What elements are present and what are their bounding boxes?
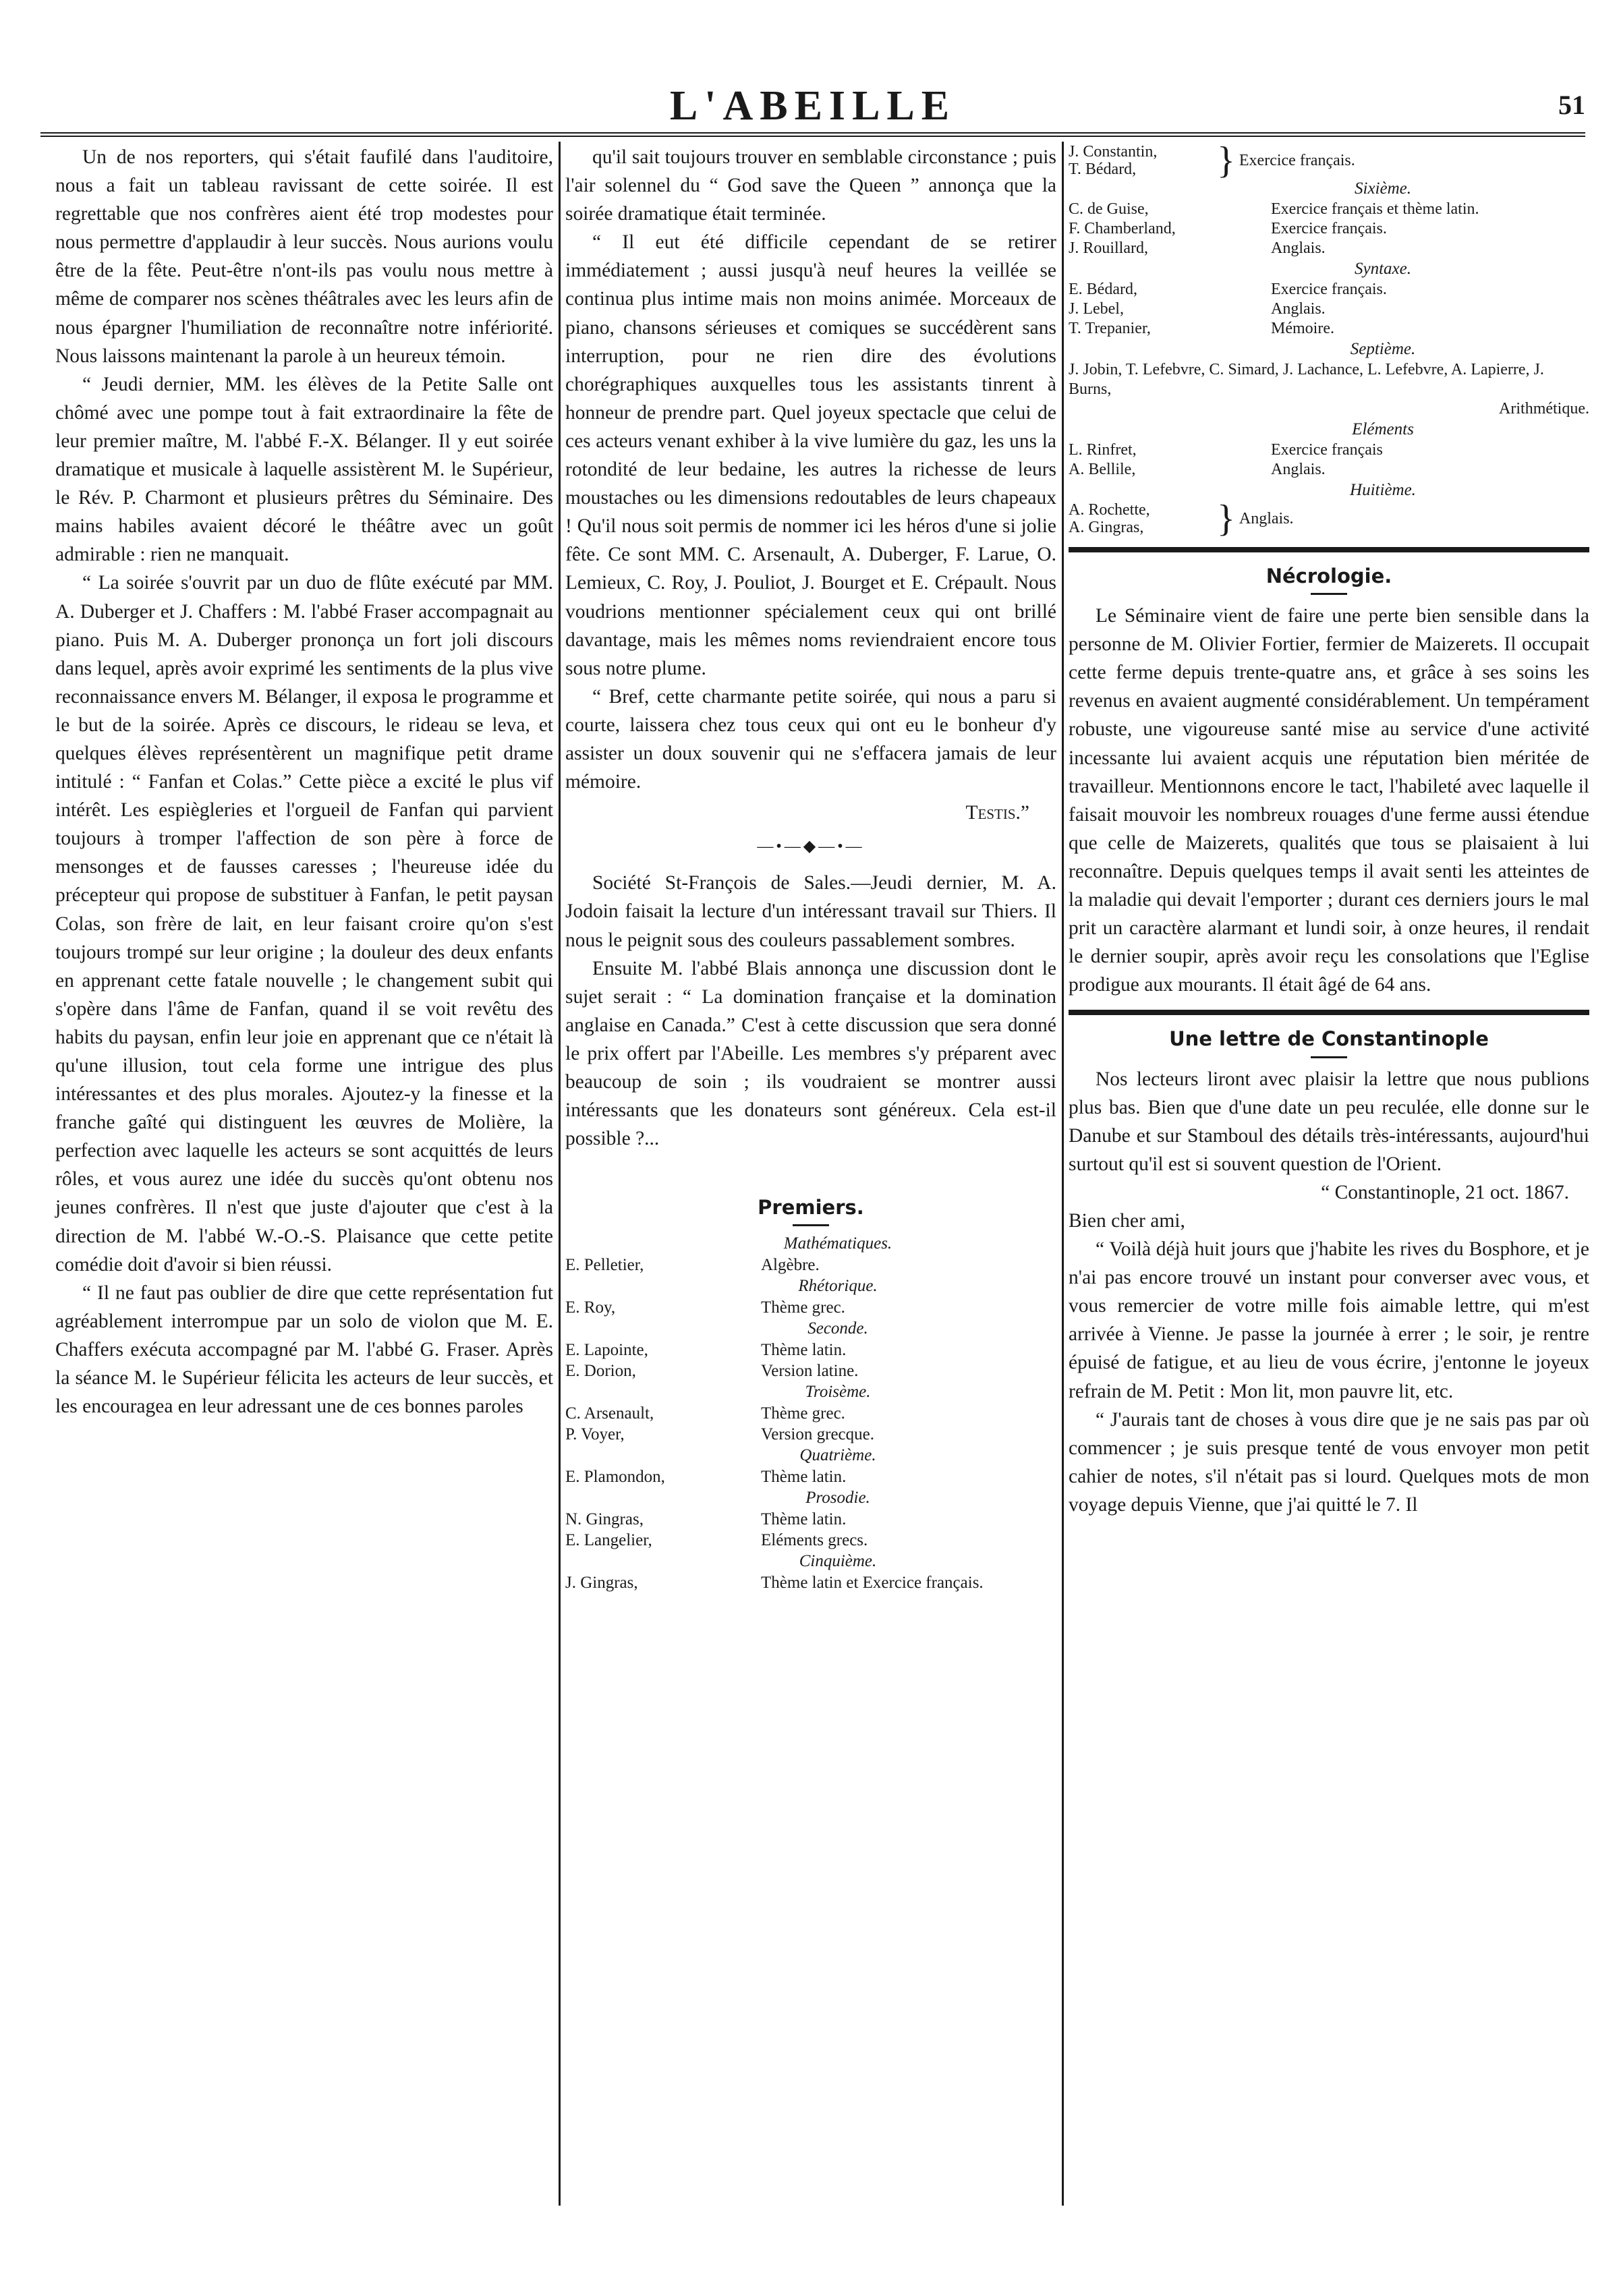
prize-row: [565, 1530, 1056, 1551]
prize-subject: Thème latin.: [761, 1341, 847, 1360]
newspaper-title: L'ABEILLE: [669, 83, 957, 129]
prize-name: J. Gingras,: [565, 1574, 638, 1592]
prize-name: C. de Guise,: [1069, 200, 1149, 218]
prize-subject: Thème grec.: [761, 1298, 845, 1317]
prize-row: [1069, 460, 1589, 480]
article-paragraph: “ Bref, cette charmante petite soirée, qui nous a paru si courte, laissera chez tous ceux qui ont eu le bonheur d'y assister un doux souvenir qui ne s'effacera jamais de leur mémoire.: [565, 685, 1056, 793]
prize-category: Rhétorique.: [798, 1277, 878, 1296]
prize-group: [565, 1233, 1056, 1275]
prize-group: [1069, 178, 1589, 258]
prize-names: A. Rochette, A. Gingras,: [1069, 501, 1150, 536]
prize-group: [1069, 258, 1589, 339]
prize-names: J. Constantin, T. Bédard,: [1069, 143, 1158, 178]
prize-subject: Exercice français.: [1271, 281, 1387, 298]
prize-subject: Anglais.: [1271, 239, 1326, 257]
prize-category: Eléments: [1352, 420, 1414, 438]
prize-category: Quatrième.: [799, 1446, 876, 1465]
prize-group: [565, 1318, 1056, 1381]
prize-group: [565, 1381, 1056, 1445]
prize-name: J. Lebel,: [1069, 300, 1124, 318]
prize-name: E. Dorion,: [565, 1362, 636, 1381]
prize-name: C. Arsenault,: [565, 1404, 654, 1423]
prize-subject: Thème grec.: [761, 1404, 845, 1423]
prize-subject: Anglais.: [1271, 300, 1326, 318]
prize-subject: Algèbre.: [761, 1256, 820, 1275]
prize-row: [565, 1340, 1056, 1360]
brace-glyph: }: [1217, 140, 1235, 181]
prize-brace-row: [1069, 498, 1589, 540]
brace-glyph: }: [1217, 498, 1235, 540]
prize-subject: Thème latin et Exercice français.: [761, 1574, 984, 1592]
society-paragraph: Société St-François de Sales.—Jeudi dernier, M. A. Jodoin faisait la lecture d'un intéressant travail sur Thiers. Il nous le peignit sous des couleurs passablement sombres.: [565, 872, 1056, 951]
prize-row: [565, 1403, 1056, 1424]
prize-name: N. Gingras,: [565, 1510, 644, 1529]
prize-subject: Exercice français: [1271, 441, 1383, 459]
prize-group: [565, 1487, 1056, 1551]
article-signature: Testis.”: [965, 802, 1029, 824]
prize-group: [1069, 339, 1589, 419]
prize-list-continued: [1069, 140, 1589, 540]
prize-name: E. Bédard,: [1069, 281, 1137, 298]
letter-salutation: Bien cher ami,: [1069, 1209, 1185, 1232]
prize-category: Mathématiques.: [783, 1234, 892, 1253]
prize-subject: Version latine.: [761, 1362, 859, 1381]
prize-name: J. Rouillard,: [1069, 239, 1148, 257]
prize-subject: Eléments grecs.: [761, 1531, 868, 1550]
prize-group: [1069, 419, 1589, 480]
prize-row: [1069, 200, 1589, 219]
heading-dash: [1311, 1056, 1347, 1058]
masthead-rule: [40, 132, 1585, 137]
prize-group: [565, 1445, 1056, 1487]
prize-names-list: J. Jobin, T. Lefebvre, C. Simard, J. Lachance, L. Lefebvre, A. Lapierre, J. Burns,: [1069, 361, 1544, 398]
prize-name: E. Plamondon,: [565, 1468, 665, 1487]
prize-name: E. Lapointe,: [565, 1341, 648, 1360]
prize-subject: Mémoire.: [1271, 320, 1334, 337]
column-3: [1069, 140, 1589, 2261]
lettre-heading: Une lettre de Constantinople: [1169, 1027, 1489, 1051]
column-1: [55, 143, 553, 2261]
prize-row: [1069, 299, 1589, 319]
section-rule: [1069, 547, 1589, 552]
prize-subject: Arithmétique.: [1499, 400, 1589, 418]
prize-subject: Anglais.: [1239, 509, 1294, 527]
prize-group: [565, 1275, 1056, 1318]
column-divider: [559, 142, 561, 2206]
column-divider: [1062, 142, 1064, 2206]
prize-subject: Version grecque.: [761, 1425, 874, 1444]
prize-name: L. Rinfret,: [1069, 441, 1137, 459]
prize-row: [565, 1297, 1056, 1318]
prize-category: Septième.: [1350, 340, 1416, 358]
article-paragraph: “ Il eut été difficile cependant de se retirer immédiatement ; aussi jusqu'à neuf heures la veillée se continua plus intime mais non moins animée. Morceaux de piano, chansons sérieuses et comiques se succédèrent sans interruption, pour ne rien dire des évolutions chorégraphiques auxquelles tous les assistants tinrent à honneur de prendre part. Quel joyeux spectacle que celui de ces acteurs venant exhiber à la vive lumière du gaz, les uns la rotondité de leur bedaine, les autres la richesse de leurs moustaches ou les dimensions redoutables de leurs chapeaux ! Qu'il nous soit permis de nommer ici les héros d'une si jolie fête. Ce sont MM. C. Arsenault, A. Duberger, F. Larue, O. Lemieux, C. Roy, J. Pouliot, J. Bourget et E. Crépault. Nous voudrions mentionner spécialement ceux qui ont brillé davantage, mais les mêmes noms reviendraient encore tous sous notre plume.: [565, 231, 1056, 679]
prize-brace-row: [1069, 140, 1589, 181]
prize-category: Seconde.: [807, 1319, 868, 1338]
premiers-prize-list: [565, 1193, 1056, 1593]
masthead: [40, 80, 1585, 134]
necrologie-heading: Nécrologie.: [1266, 565, 1392, 587]
prize-name: T. Trepanier,: [1069, 320, 1151, 337]
necrologie-paragraph: Le Séminaire vient de faire une perte bien sensible dans la personne de M. Olivier Fortier, fermier de Maizerets. Il occupait cette ferme depuis trente-quatre ans, et grâce à ses soins les revenus en avaient augmenté considérablement. Un tempérament robuste, une vigoureuse santé mise au service d'une activité incessante lui avaient acquis une réputation bien méritée de travailleur. Mentionnons encore le tact, l'habileté avec laquelle il faisait mouvoir les nombreux rouages d'une ferme aussi étendue que celle de Maizerets, qualités que tous se plaisaient à lui reconnaître. Depuis quelques temps il avait senti les atteintes de la maladie qui devait l'emporter ; durant ces derniers jours le mal prit un caractère alarmant et lundi soir, à onze heures, il rendait le dernier soupir, après avoir reçu les consolations que l'Eglise prodigue aux mourants. Il était âgé de 64 ans.: [1069, 605, 1589, 996]
prize-row: [565, 1424, 1056, 1445]
prize-category: Sixième.: [1355, 179, 1411, 198]
prize-name: E. Roy,: [565, 1298, 616, 1317]
article-paragraph: “ Il ne faut pas oublier de dire que cette représentation fut agréablement interrompue par un solo de violon que M. E. Chaffers exécuta accompagné par M. l'abbé G. Fraser. Après la séance M. le Supérieur félicita les acteurs de leur succès, et les encouragea en leur adressant une de ces bonnes paroles: [55, 1282, 553, 1418]
prize-name: F. Chamberland,: [1069, 220, 1176, 237]
prize-category: Troisème.: [805, 1383, 871, 1402]
prize-row: [1069, 239, 1589, 258]
letter-paragraph: “ J'aurais tant de choses à vous dire que je ne sais pas par où commencer ; je suis presque tenté de vous envoyer mon petit cahier de notes, s'il n'était pas si lourd. Quelques mots de mon voyage depuis Vienne, que j'ai quitté le 7. Il: [1069, 1408, 1589, 1516]
column-2: [565, 143, 1056, 2261]
page-number: 51: [1558, 90, 1585, 120]
prize-category: Huitième.: [1350, 481, 1416, 499]
article-paragraph: qu'il sait toujours trouver en semblable circonstance ; puis l'air solennel du “ God save the Queen ” annonça que la soirée dramatique était terminée.: [565, 146, 1056, 225]
prize-category: Syntaxe.: [1355, 260, 1411, 278]
prize-subject: Thème latin.: [761, 1468, 847, 1487]
section-ornament: —•—◆—•—: [757, 838, 865, 856]
premiers-heading: Premiers.: [758, 1196, 864, 1219]
article-paragraph: “ La soirée s'ouvrit par un duo de flûte exécuté par MM. A. Duberger et J. Chaffers : M. l'abbé Fraser accompagnait au piano. Puis M. A. Duberger prononça un fort joli discours dans lequel, après avoir exprimé les sentiments de la plus vive reconnaissance envers M. Bélanger, il exposa le programme et le but de la soirée. Après ce discours, le rideau se leva, et quelques élèves représentèrent un magnifique petit drame intitulé : “ Fanfan et Colas.” Cette pièce a excité le plus vif intérêt. Les espiègleries et l'orgueil de Fanfan qui parvient toujours à tromper l'affection de son père à force de mensonges et de fausses caresses ; l'heureuse idée du précepteur qui propose de substituer à Fanfan, le petit paysan Colas, son frère de lait, en leur faisant croire qu'on s'est toujours trompé sur leur origine ; la douleur des deux enfants en apprenant cette fatale nouvelle ; le changement subit qui s'opère dans l'âme de Fanfan, quand il se voit revêtu des habits du paysan, enfin leur joie en apprenant que ce n'était là qu'une illusion, tout cela forme une intrigue des plus intéressantes et des plus morales. Ajoutez-y la finesse et la franche gaîté qui distinguent les œuvres de Molière, la perfection avec laquelle les acteurs se sont acquittés de leurs rôles, et vous aurez une idée du succès qu'ont obtenu nos jeunes confrères. Il n'est que juste d'ajouter que c'est à la direction de M. l'abbé W.-O.-S. Plaisance que cette petite comédie doit d'avoir si bien réussi.: [55, 572, 553, 1275]
prize-subject: Anglais.: [1271, 461, 1326, 478]
prize-subject: Thème latin.: [761, 1510, 847, 1529]
prize-subject: Exercice français.: [1239, 151, 1355, 169]
letter-paragraph: “ Voilà déjà huit jours que j'habite les rives du Bosphore, et je n'ai pas encore trouvé un instant pour converser avec vous, et vous remercier de votre mille fois aimable lettre, qui m'est arrivée à Vienne. Je passe la journée à errer ; le soir, je rentre épuisé de fatigue, et au lieu de vous écrire, j'entonne le joyeux refrain de M. Petit : Mon lit, mon pauvre lit, etc.: [1069, 1238, 1589, 1402]
heading-dash: [793, 1224, 829, 1226]
heading-dash: [1311, 593, 1347, 595]
article-paragraph: “ Jeudi dernier, MM. les élèves de la Petite Salle ont chômé avec une pompe tout à fait extraordinaire la fête de leur premier maître, M. l'abbé F.-X. Bélanger. Il y eut soirée dramatique et musicale à laquelle assistèrent M. le Supérieur, le Rév. P. Charmont et plusieurs prêtres du Séminaire. Des mains habiles avaient décoré le théâtre avec un goût admirable : rien ne manquait.: [55, 373, 553, 566]
prize-row: [565, 1509, 1056, 1530]
letter-dateline: “ Constantinople, 21 oct. 1867.: [1321, 1181, 1569, 1203]
prize-group: [1069, 480, 1589, 540]
prize-row: [1069, 319, 1589, 339]
prize-row: [565, 1572, 1056, 1593]
prize-row: [565, 1360, 1056, 1381]
prize-row: [1069, 280, 1589, 299]
section-rule: [1069, 1010, 1589, 1015]
prize-category: Prosodie.: [805, 1489, 870, 1508]
prize-group: [565, 1551, 1056, 1593]
prize-subject: Exercice français.: [1271, 220, 1387, 237]
prize-row: [1069, 440, 1589, 460]
society-paragraph: Ensuite M. l'abbé Blais annonça une discussion dont le sujet serait : “ La domination française et la domination anglaise en Canada.” C'est à cette discussion que sera donné le prix offert par l'Abeille. Les membres s'y préparent avec beaucoup de soin ; ils voudraient se montrer aussi intéressants que les donateurs sont généreux. Cela est-il possible ?...: [565, 957, 1056, 1150]
prize-row: [565, 1255, 1056, 1275]
article-paragraph: Un de nos reporters, qui s'était faufilé dans l'auditoire, nous a fait un tableau ravissant de cette soirée. Il est regrettable que nos confrères aient été trop modestes pour nous permettre d'applaudir à leur succès. Nous aurions voulu être de la fête. Peut-être n'ont-ils pas voulu nous mettre à même de comparer nos scènes théâtrales avec les leurs afin de nous épargner l'humiliation de reconnaître notre infériorité. Nous laissons maintenant la parole à un heureux témoin.: [55, 146, 553, 367]
prize-name: A. Bellile,: [1069, 461, 1136, 478]
prize-name: E. Pelletier,: [565, 1256, 644, 1275]
prize-row: [565, 1466, 1056, 1487]
prize-name: E. Langelier,: [565, 1531, 652, 1550]
prize-category: Cinquième.: [799, 1552, 877, 1571]
lettre-intro: Nos lecteurs liront avec plaisir la lettre que nous publions plus bas. Bien que d'une date un peu reculée, elle donne sur le Danube et sur Stamboul des détails très-intéressants, aujourd'hui surtout qu'il est si souvent question de l'Orient.: [1069, 1068, 1589, 1175]
prize-name: P. Voyer,: [565, 1425, 625, 1444]
prize-row: [1069, 219, 1589, 239]
prize-subject: Exercice français et thème latin.: [1271, 200, 1479, 218]
